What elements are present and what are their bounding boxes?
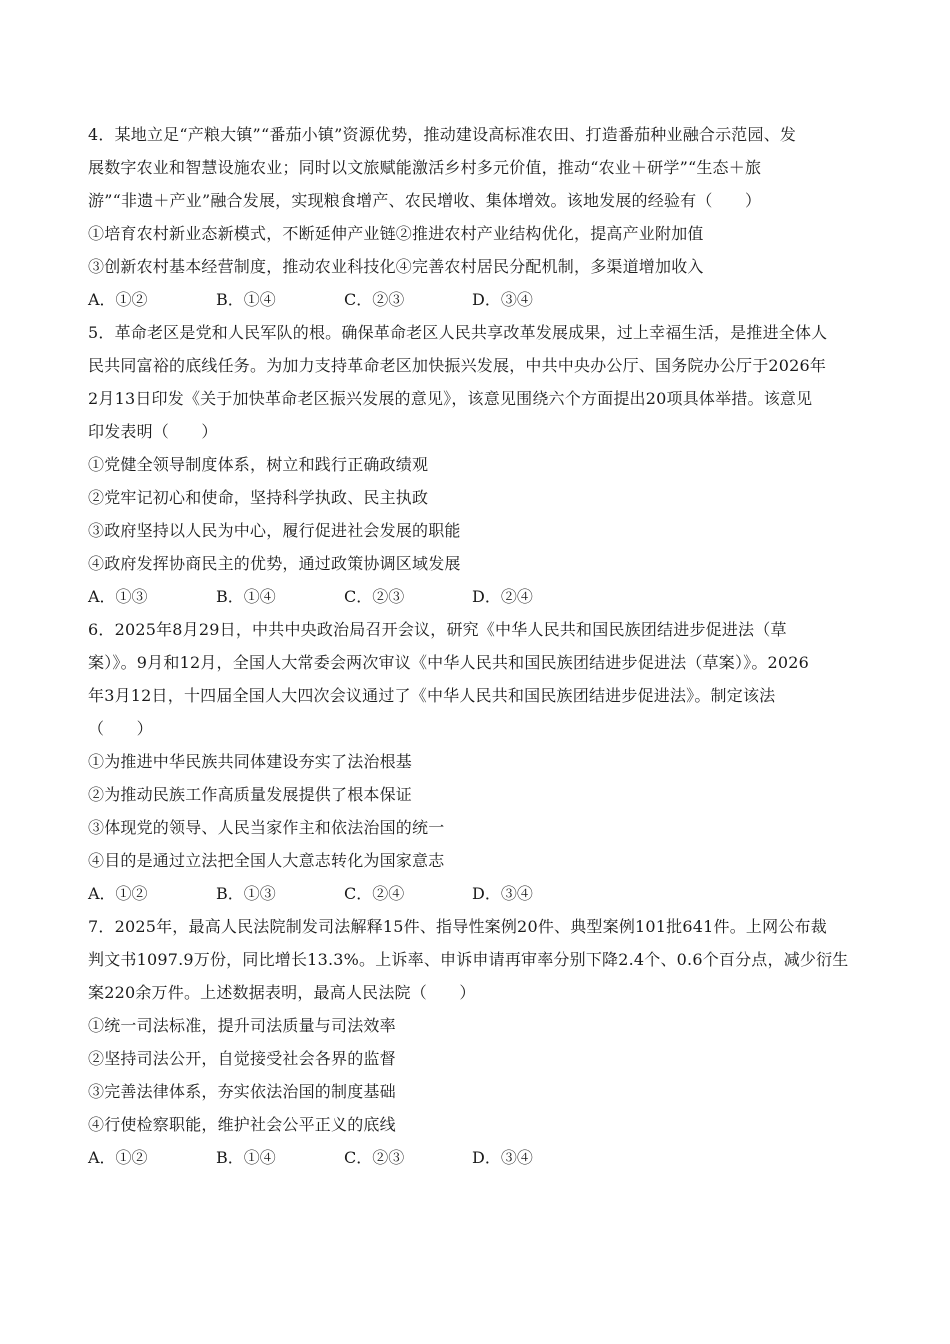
question-stem-line: 7．2025年，最高人民法院制发司法解释15件、指导性案例20件、典型案例101批641件。上网公布裁 [88, 917, 827, 936]
option-c: C．②④ [344, 884, 405, 903]
question-stem-line: 判文书1097.9万份，同比增长13.3%。上诉率、申诉申请再审率分别下降2.4个、0.6个百分点，减少衍生 [88, 950, 849, 969]
question-6 [88, 613, 868, 910]
question-stem-line: 案220余万件。上述数据表明，最高人民法院（ ） [88, 983, 476, 1002]
statement-line: ③创新农村基本经营制度，推动农业科技化④完善农村居民分配机制，多渠道增加收入 [88, 257, 704, 276]
question-stem-line: 2月13日印发《关于加快革命老区振兴发展的意见》，该意见围绕六个方面提出20项具体举措。该意见 [88, 389, 813, 408]
question-stem-line: 游”“非遗＋产业”融合发展，实现粮食增产、农民增收、集体增效。该地发展的经验有（ ） [88, 191, 762, 210]
option-b: B．①④ [216, 587, 276, 606]
option-a: A．①② [88, 884, 148, 903]
option-c: C．②③ [344, 1148, 405, 1167]
option-c: C．②③ [344, 290, 405, 309]
statement-line: ③政府坚持以人民为中心，履行促进社会发展的职能 [88, 521, 461, 540]
exam-page [88, 118, 868, 1174]
statement-line: ①为推进中华民族共同体建设夯实了法治根基 [88, 752, 413, 771]
question-7 [88, 910, 868, 1174]
option-a: A．①③ [88, 587, 148, 606]
option-b: B．①③ [216, 884, 276, 903]
answer-options [88, 580, 868, 613]
option-c: C．②③ [344, 587, 405, 606]
answer-options [88, 1141, 868, 1174]
statement-line: ③体现党的领导、人民当家作主和依法治国的统一 [88, 818, 445, 837]
question-stem-line: 6．2025年8月29日，中共中央政治局召开会议，研究《中华人民共和国民族团结进步促进法（草 [88, 620, 787, 639]
statement-line: ④政府发挥协商民主的优势，通过政策协调区域发展 [88, 554, 461, 573]
answer-options [88, 877, 868, 910]
question-stem-line: （ ） [88, 719, 153, 738]
question-stem-line: 5．革命老区是党和人民军队的根。确保革命老区人民共享改革发展成果，过上幸福生活，是推进全体人 [88, 323, 828, 342]
statement-line: ①培育农村新业态新模式，不断延伸产业链②推进农村产业结构优化，提高产业附加值 [88, 224, 704, 243]
question-stem-line: 印发表明（ ） [88, 422, 218, 441]
question-4 [88, 118, 868, 316]
question-stem-line: 年3月12日，十四届全国人大四次会议通过了《中华人民共和国民族团结进步促进法》。制定该法 [88, 686, 776, 705]
answer-options [88, 283, 868, 316]
option-d: D．③④ [472, 1148, 533, 1167]
option-b: B．①④ [216, 290, 276, 309]
statement-line: ①党健全领导制度体系，树立和践行正确政绩观 [88, 455, 429, 474]
statement-line: ②党牢记初心和使命，坚持科学执政、民主执政 [88, 488, 429, 507]
statement-line: ④行使检察职能，维护社会公平正义的底线 [88, 1115, 396, 1134]
statement-line: ①统一司法标准，提升司法质量与司法效率 [88, 1016, 396, 1035]
statement-line: ④目的是通过立法把全国人大意志转化为国家意志 [88, 851, 445, 870]
option-d: D．②④ [472, 587, 533, 606]
option-a: A．①② [88, 290, 148, 309]
option-d: D．③④ [472, 884, 533, 903]
question-stem-line: 4．某地立足“产粮大镇”“番茄小镇”资源优势，推动建设高标准农田、打造番茄种业融合示范园、发 [88, 125, 797, 144]
option-a: A．①② [88, 1148, 148, 1167]
question-stem-line: 展数字农业和智慧设施农业；同时以文旅赋能激活乡村多元价值，推动“农业＋研学”“生态＋旅 [88, 158, 762, 177]
statement-line: ②为推动民族工作高质量发展提供了根本保证 [88, 785, 413, 804]
option-b: B．①④ [216, 1148, 276, 1167]
question-stem-line: 案）》。9月和12月，全国人大常委会两次审议《中华人民共和国民族团结进步促进法（草案）》。2026 [88, 653, 810, 672]
statement-line: ②坚持司法公开，自觉接受社会各界的监督 [88, 1049, 396, 1068]
statement-line: ③完善法律体系，夯实依法治国的制度基础 [88, 1082, 396, 1101]
option-d: D．③④ [472, 290, 533, 309]
question-5 [88, 316, 868, 613]
question-stem-line: 民共同富裕的底线任务。为加力支持革命老区加快振兴发展，中共中央办公厅、国务院办公厅于2026年 [88, 356, 827, 375]
